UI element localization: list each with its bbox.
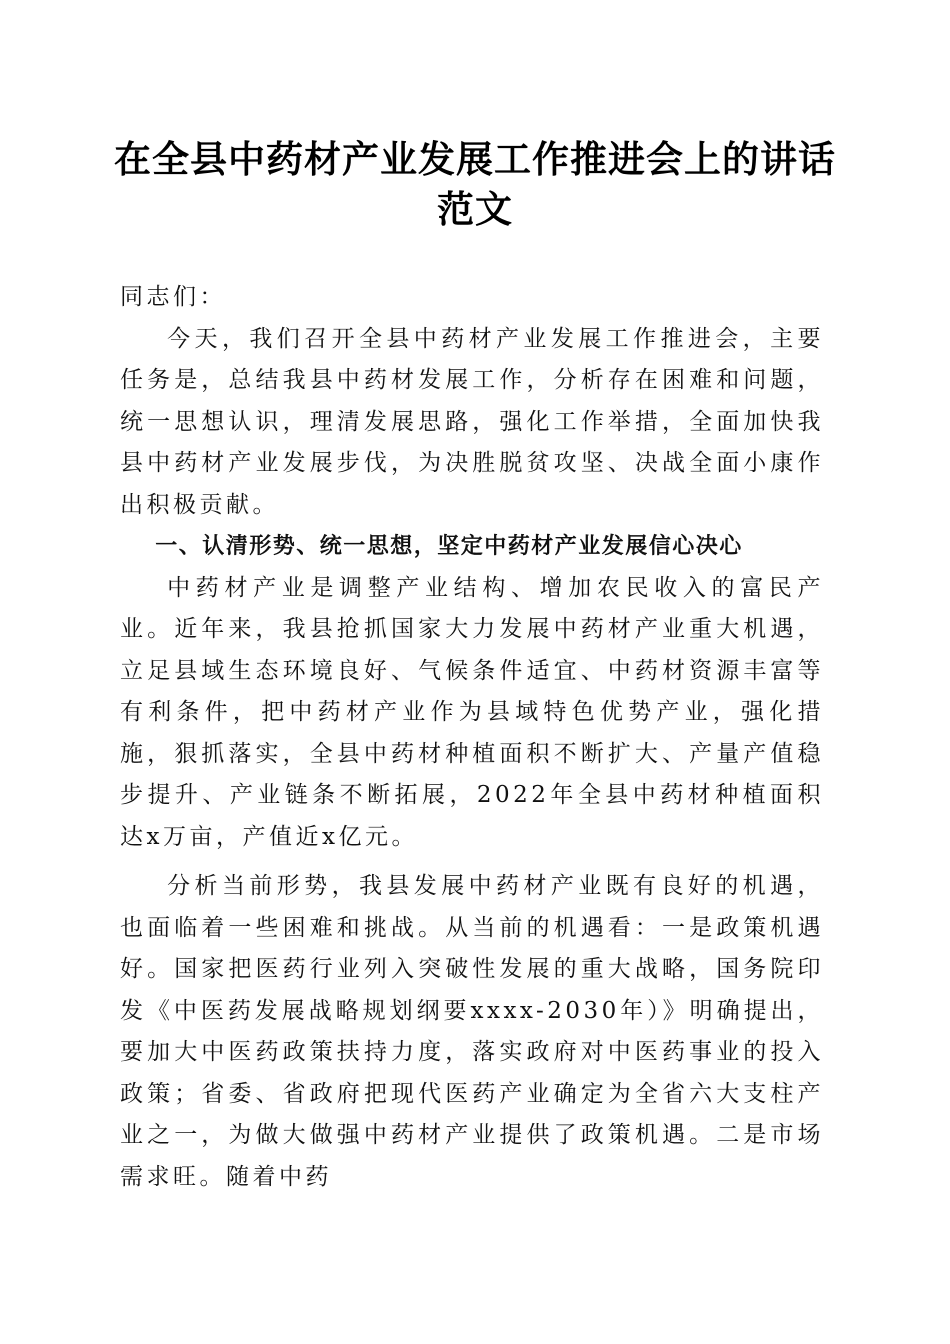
paragraph-analysis: 分析当前形势，我县发展中药材产业既有良好的机遇，也面临着一些困难和挑战。从当前的机遇看：一是政策机遇好。国家把医药行业列入突破性发展的重大战略，国务院印发《中医药发展战略规划纲要xxxx-2030年）》明确提出，要加大中医药政策扶持力度，落实政府对中医药事业的投入政策；省委、省政府把现代医药产业确定为全省六大支柱产业之一，为做大做强中药材产业提供了政策机遇。二是市场需求旺。随着中药 — [120, 873, 824, 1190]
paragraph-intro: 今天，我们召开全县中药材产业发展工作推进会，主要任务是，总结我县中药材发展工作，分析存在困难和问题，统一思想认识，理清发展思路，强化工作举措，全面加快我县中药材产业发展步伐，为决胜脱贫攻坚、决战全面小康作出积极贡献。 — [120, 325, 824, 518]
section-heading: 一、认清形势、统一思想，坚定中药材产业发展信心决心 — [155, 534, 743, 559]
paragraph-industry: 中药材产业是调整产业结构、增加农民收入的富民产业。近年来，我县抢抓国家大力发展中药材产业重大机遇，立足县域生态环境良好、气候条件适宜、中药材资源丰富等有利条件，把中药材产业作为县域特色优势产业，强化措施，狠抓落实，全县中药材种植面积不断扩大、产量产值稳步提升、产业链条不断拓展，2022年全县中药材种植面积达x万亩，产值近x亿元。 — [120, 574, 824, 850]
salutation: 同志们： — [120, 284, 226, 310]
document-title: 在全县中药材产业发展工作推进会上的讲话范文 — [114, 137, 836, 231]
document-body — [120, 277, 824, 1198]
